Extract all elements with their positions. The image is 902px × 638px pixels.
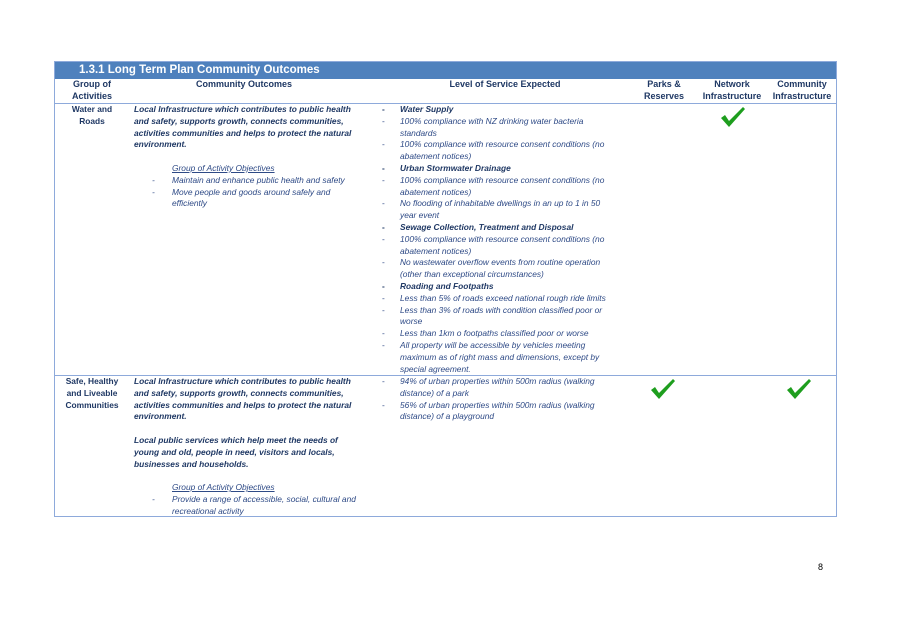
row2-outcomes (134, 376, 364, 518)
service-item (382, 198, 618, 222)
row1-outcome-text: Local Infrastructure which contributes to public health and safety, supports growth, connects communities, activities communities and helps to protect the natural environment. (134, 104, 352, 150)
item-text: All property will be accessible by vehicles meeting maximum as of right mass and dimensions, except by special agreement. (400, 339, 600, 374)
bullet-dash: - (382, 399, 385, 410)
service-item (382, 116, 618, 140)
service-item (382, 400, 618, 424)
service-item (382, 281, 618, 293)
header-community: Community Infrastructure (772, 79, 832, 101)
bullet-dash: - (382, 280, 385, 291)
bullet-dash: - (382, 198, 385, 209)
row1-network-check-icon (719, 105, 747, 129)
header-outcomes: Community Outcomes (195, 79, 292, 89)
bullet-dash: - (382, 328, 385, 339)
row1-services-list (382, 104, 618, 375)
service-item (382, 175, 618, 199)
item-text: 100% compliance with resource consent conditions (no abatement notices) (400, 174, 605, 197)
row2-outcome-text-2: Local public services which help meet the needs of young and old, people in need, visitors and locals, businesses and households. (134, 434, 338, 469)
bullet-dash: - (152, 186, 155, 197)
objective-item (134, 175, 364, 187)
header-group: Group of Activities (71, 79, 113, 101)
item-text: Urban Stormwater Drainage (400, 162, 511, 173)
objective-item (134, 187, 364, 211)
service-item (382, 104, 618, 116)
row1-objectives-list (134, 175, 364, 210)
item-text: 100% compliance with resource consent conditions (no abatement notices) (400, 233, 605, 256)
bullet-dash: - (382, 221, 385, 232)
section-title: 1.3.1 Long Term Plan Community Outcomes (55, 62, 836, 79)
item-text: Sewage Collection, Treatment and Disposal (400, 221, 574, 232)
service-item (382, 305, 618, 329)
service-item (382, 257, 618, 281)
header-parks: Parks & Reserves (643, 79, 685, 101)
service-item (382, 163, 618, 175)
row2-community-check-icon (785, 377, 813, 401)
item-text: No flooding of inhabitable dwellings in an up to 1 in 50 year event (400, 198, 601, 221)
item-text: No wastewater overflow events from routine operation (other than exceptional circumstances) (400, 257, 601, 280)
item-text: Water Supply (400, 104, 454, 114)
service-item (382, 222, 618, 234)
bullet-dash: - (382, 257, 385, 268)
row2-parks-check-icon (649, 377, 677, 401)
row2-objectives-heading: Group of Activity Objectives (172, 482, 275, 493)
item-text: Less than 5% of roads exceed national rough ride limits (400, 292, 606, 303)
service-item (382, 234, 618, 258)
bullet-dash: - (382, 339, 385, 350)
item-text: Less than 1km o footpaths classified poor or worse (400, 328, 589, 339)
item-text: 56% of urban properties within 500m radius (walking distance) of a playground (400, 399, 595, 422)
objective-item (134, 494, 364, 518)
bullet-dash: - (152, 493, 155, 504)
bullet-dash: - (382, 174, 385, 185)
row2-objectives-list (134, 494, 364, 518)
bullet-dash: - (382, 233, 385, 244)
bullet-dash: - (382, 304, 385, 315)
item-text: Roading and Footpaths (400, 280, 494, 291)
bullet-dash: - (382, 104, 385, 114)
outcomes-table (54, 61, 837, 517)
bullet-dash: - (382, 292, 385, 303)
header-service: Level of Service Expected (449, 79, 561, 89)
row2-outcome-text-1: Local Infrastructure which contributes to public health and safety, supports growth, connects communities, activities communities and helps to protect the natural environment. (134, 376, 352, 422)
service-item (382, 376, 618, 400)
item-text: Maintain and enhance public health and safety (172, 174, 345, 185)
row2-services-list (382, 376, 618, 423)
bullet-dash: - (382, 139, 385, 150)
row2-group: Safe, Healthy and Liveable Communities (65, 376, 119, 410)
item-text: 94% of urban properties within 500m radius (walking distance) of a park (400, 376, 595, 398)
item-text: 100% compliance with resource consent conditions (no abatement notices) (400, 139, 605, 162)
bullet-dash: - (152, 174, 155, 185)
service-item (382, 328, 618, 340)
bullet-dash: - (382, 376, 385, 386)
item-text: Move people and goods around safely and efficiently (172, 186, 331, 209)
service-item (382, 340, 618, 375)
header-network: Network Infrastructure (702, 79, 762, 101)
item-text: 100% compliance with NZ drinking water bacteria standards (400, 115, 584, 138)
row1-objectives-heading: Group of Activity Objectives (172, 162, 275, 173)
row1-group: Water and Roads (71, 104, 113, 126)
service-item (382, 293, 618, 305)
bullet-dash: - (382, 115, 385, 126)
item-text: Less than 3% of roads with condition classified poor or worse (400, 304, 603, 327)
service-item (382, 139, 618, 163)
row1-outcomes (134, 104, 364, 210)
item-text: Provide a range of accessible, social, cultural and recreational activity (172, 493, 356, 516)
bullet-dash: - (382, 162, 385, 173)
page-number: 8 (818, 562, 824, 572)
